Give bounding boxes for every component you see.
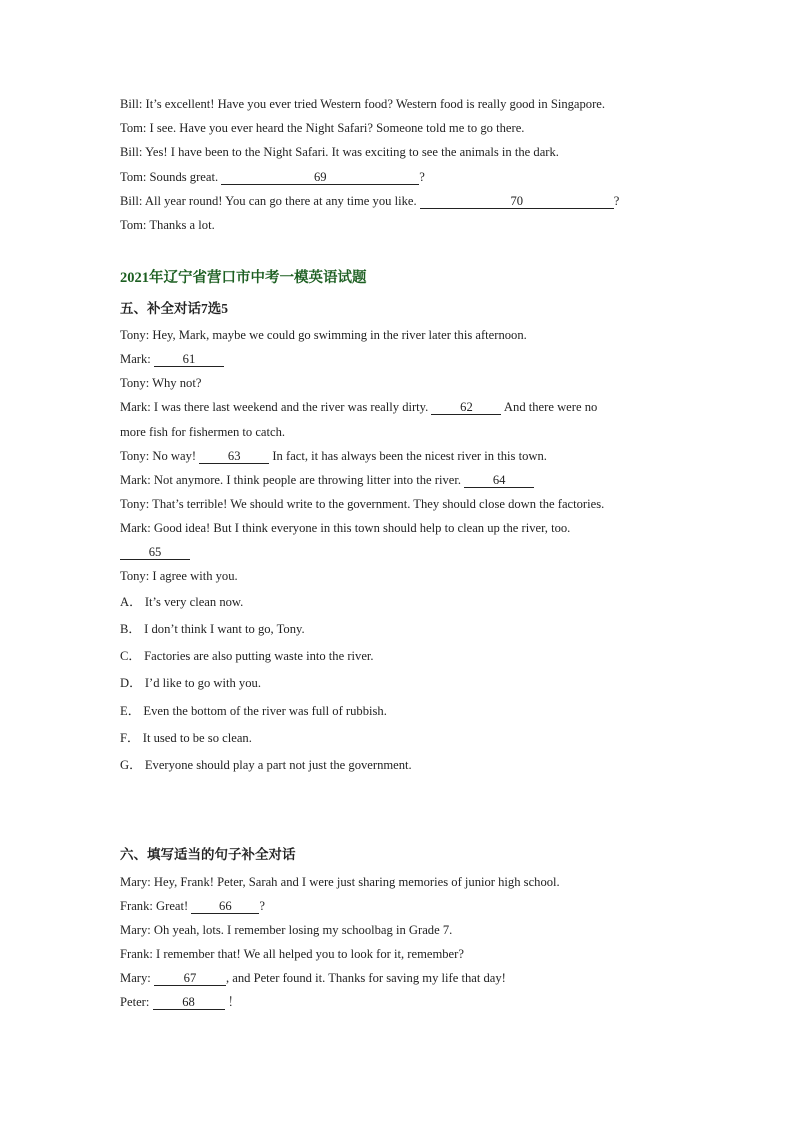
line-text: , and Peter found it. Thanks for saving my life that day!: [225, 971, 506, 985]
blank-70[interactable]: 70: [420, 194, 614, 209]
blank-61[interactable]: 61: [154, 352, 224, 367]
dialogue-line: [120, 898, 265, 914]
dialogue-line: [120, 399, 597, 415]
option-d: D． I’d like to go with you.: [120, 676, 261, 690]
blank-68[interactable]: 68: [153, 995, 225, 1010]
line-text: ?: [613, 194, 620, 208]
section-5-title: 五、补全对话7选5: [120, 301, 228, 316]
dialogue-line: [120, 970, 506, 986]
dialogue-line: [120, 472, 534, 488]
dialogue-line: Tony: I agree with you.: [120, 569, 238, 583]
dialogue-line: Mary: Oh yeah, lots. I remember losing my schoolbag in Grade 7.: [120, 923, 453, 937]
option-e: E． Even the bottom of the river was full of rubbish.: [120, 704, 387, 718]
line-text: Mark: I was there last weekend and the river was really dirty.: [120, 400, 432, 414]
blank-67[interactable]: 67: [154, 971, 226, 986]
line-text: ！: [224, 995, 241, 1009]
option-c: C． Factories are also putting waste into the river.: [120, 649, 374, 663]
option-a: A． It’s very clean now.: [120, 595, 244, 609]
blank-64[interactable]: 64: [464, 473, 534, 488]
dialogue-line: [120, 169, 425, 185]
line-text: Peter:: [120, 995, 153, 1009]
dialogue-line: Tony: Hey, Mark, maybe we could go swimming in the river later this afternoon.: [120, 328, 527, 342]
dialogue-line: [120, 193, 619, 209]
dialogue-line: [120, 994, 240, 1010]
dialogue-line: [120, 544, 190, 560]
option-b: B． I don’t think I want to go, Tony.: [120, 622, 305, 636]
blank-65[interactable]: 65: [120, 545, 190, 560]
blank-62[interactable]: 62: [431, 400, 501, 415]
dialogue-line: Tom: Thanks a lot.: [120, 218, 215, 232]
dialogue-line: more fish for fishermen to catch.: [120, 425, 286, 439]
line-text: Bill: All year round! You can go there at any time you like.: [120, 194, 420, 208]
blank-63[interactable]: 63: [199, 449, 269, 464]
dialogue-line: Bill: It’s excellent! Have you ever tried Western food? Western food is really good in Singapore.: [120, 97, 606, 111]
line-text: In fact, it has always been the nicest river in this town.: [269, 449, 547, 463]
option-f: F． It used to be so clean.: [120, 731, 252, 745]
dialogue-line: Tony: Why not?: [120, 376, 202, 390]
line-text: Mark: Not anymore. I think people are throwing litter into the river.: [120, 473, 465, 487]
line-text: Mary:: [120, 971, 154, 985]
line-text: Mark:: [120, 352, 154, 366]
blank-69[interactable]: 69: [221, 170, 419, 185]
dialogue-line: Frank: I remember that! We all helped you to look for it, remember?: [120, 947, 464, 961]
exam-title: 2021年辽宁省营口市中考一模英语试题: [120, 270, 367, 286]
dialogue-line: Tony: That’s terrible! We should write to the government. They should close down the factories.: [120, 497, 605, 511]
line-text: ?: [259, 899, 265, 913]
option-g: G． Everyone should play a part not just the government.: [120, 758, 412, 772]
section-6-title: 六、填写适当的句子补全对话: [120, 847, 296, 862]
line-text: Tom: Sounds great.: [120, 170, 222, 184]
line-text: And there were no: [501, 400, 598, 414]
dialogue-line: Mark: Good idea! But I think everyone in this town should help to clean up the river, too.: [120, 521, 571, 535]
dialogue-line: Tom: I see. Have you ever heard the Night Safari? Someone told me to go there.: [120, 121, 525, 135]
dialogue-line: Bill: Yes! I have been to the Night Safari. It was exciting to see the animals in the dark.: [120, 145, 559, 159]
blank-66[interactable]: 66: [191, 899, 259, 914]
dialogue-line: [120, 351, 224, 367]
line-text: Tony: No way!: [120, 449, 200, 463]
dialogue-line: [120, 448, 547, 464]
dialogue-line: Mary: Hey, Frank! Peter, Sarah and I were just sharing memories of junior high school.: [120, 875, 560, 889]
line-text: Frank: Great!: [120, 899, 192, 913]
line-text: ?: [419, 170, 425, 184]
